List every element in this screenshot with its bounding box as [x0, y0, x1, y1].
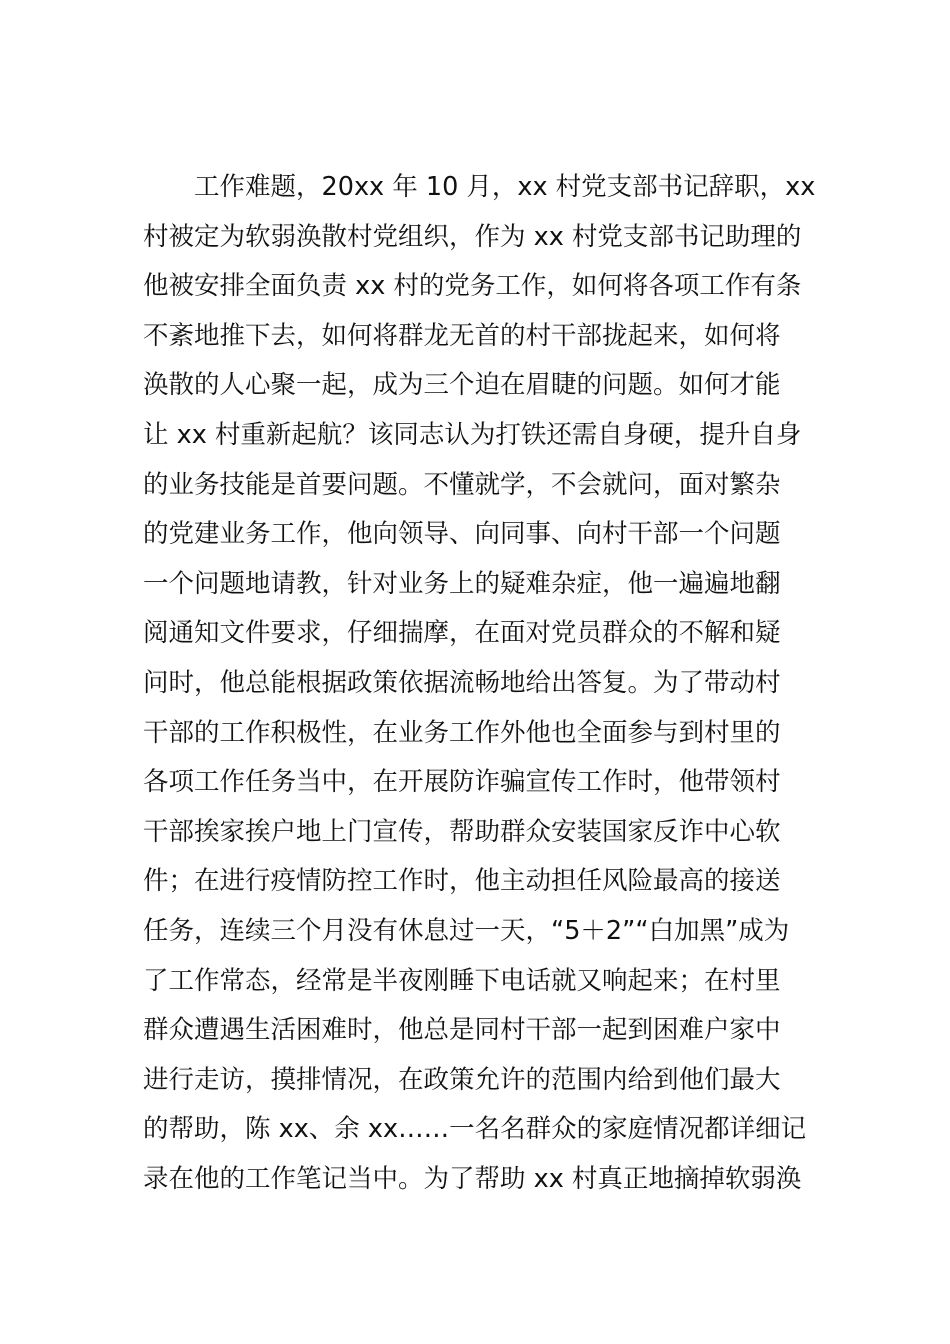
- paragraph-line-10: 阅通知文件要求，仔细揣摩，在面对党员群众的不解和疑: [143, 618, 781, 649]
- paragraph-line-15: 件；在进行疫情防控工作时，他主动担任风险最高的接送: [143, 866, 781, 897]
- paragraph-line-8: 的党建业务工作，他向领导、向同事、向村干部一个问题: [143, 519, 781, 550]
- paragraph-line-14: 干部挨家挨户地上门宣传，帮助群众安装国家反诈中心软: [143, 816, 781, 847]
- paragraph-line-4: 不紊地推下去，如何将群龙无首的村干部拢起来，如何将: [143, 320, 781, 351]
- paragraph-line-6: 让 xx 村重新起航？该同志认为打铁还需自身硬，提升自身: [143, 419, 802, 450]
- paragraph-line-21: 录在他的工作笔记当中。为了帮助 xx 村真正地摘掉软弱涣: [143, 1163, 802, 1194]
- paragraph-line-20: 的帮助，陈 xx、余 xx……一名名群众的家庭情况都详细记: [143, 1114, 807, 1145]
- paragraph-line-9: 一个问题地请教，针对业务上的疑难杂症，他一遍遍地翻: [143, 568, 781, 599]
- paragraph-line-2: 村被定为软弱涣散村党组织，作为 xx 村党支部书记助理的: [143, 221, 802, 252]
- paragraph-line-7: 的业务技能是首要问题。不懂就学，不会就问，面对繁杂: [143, 469, 781, 500]
- paragraph-line-11: 问时，他总能根据政策依据流畅地给出答复。为了带动村: [143, 667, 781, 698]
- paragraph-line-5: 涣散的人心聚一起，成为三个迫在眉睫的问题。如何才能: [143, 370, 781, 401]
- paragraph-line-13: 各项工作任务当中，在开展防诈骗宣传工作时，他带领村: [143, 767, 781, 798]
- paragraph-line-12: 干部的工作积极性，在业务工作外他也全面参与到村里的: [143, 717, 781, 748]
- paragraph-line-1: 工作难题，20xx 年 10 月，xx 村党支部书记辞职，xx: [143, 172, 816, 202]
- paragraph-line-16: 任务，连续三个月没有休息过一天，“5＋2”“白加黑”成为: [143, 915, 790, 946]
- paragraph-line-17: 了工作常态，经常是半夜刚睡下电话就又响起来；在村里: [143, 965, 781, 996]
- body-paragraph: [143, 163, 816, 1204]
- paragraph-line-3: 他被安排全面负责 xx 村的党务工作，如何将各项工作有条: [143, 271, 802, 302]
- paragraph-line-18: 群众遭遇生活困难时，他总是同村干部一起到困难户家中: [143, 1015, 781, 1046]
- paragraph-line-19: 进行走访，摸排情况，在政策允许的范围内给到他们最大: [143, 1064, 781, 1095]
